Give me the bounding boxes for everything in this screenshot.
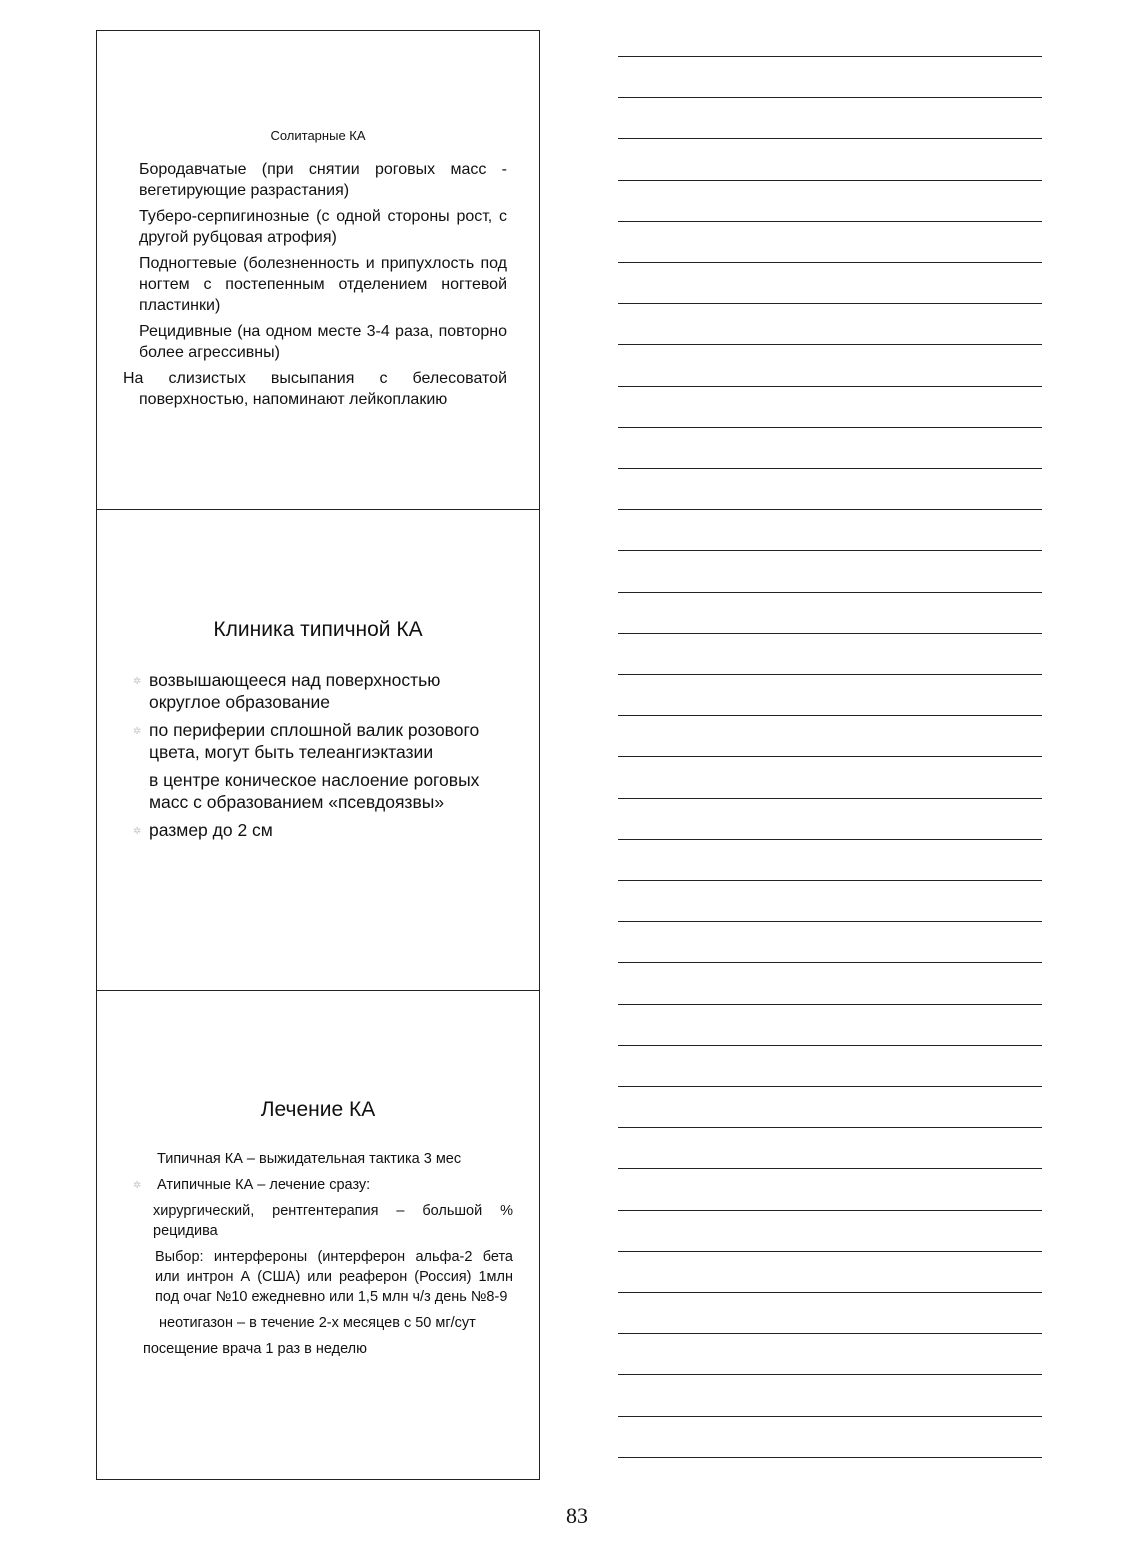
note-line: [618, 303, 1042, 304]
note-line: [618, 344, 1042, 345]
note-line: [618, 880, 1042, 881]
slide-typical-ka-clinic: [96, 509, 540, 991]
slide-item-list: [133, 669, 509, 847]
bullet-icon: ✲: [133, 826, 142, 837]
note-line: [618, 1086, 1042, 1087]
note-line: [618, 756, 1042, 757]
note-line: [618, 592, 1042, 593]
slide-ka-treatment: [96, 990, 540, 1480]
list-item: [133, 719, 509, 763]
list-item: Подногтевые (болезненность и припухлость под ногтем с постепенным отделением ногтевой пластинки): [139, 255, 507, 314]
note-line: [618, 468, 1042, 469]
list-item-text: размер до 2 см: [149, 820, 273, 840]
note-line: [618, 1374, 1042, 1375]
page-number: 83: [566, 1503, 588, 1528]
note-line: [618, 839, 1042, 840]
note-line: [618, 180, 1042, 181]
list-item-text: возвышающееся над поверхностью округлое образование: [149, 670, 441, 712]
note-line: [618, 633, 1042, 634]
list-item: хирургический, рентгентерапия – большой % рецидива: [153, 1203, 513, 1239]
note-line: [618, 97, 1042, 98]
note-line: [618, 138, 1042, 139]
bullet-icon: ✲: [133, 676, 142, 687]
note-line: [618, 1416, 1042, 1417]
note-line: [618, 1292, 1042, 1293]
note-line: [618, 550, 1042, 551]
slide-solitary-ka: [96, 30, 540, 510]
list-item: неотигазон – в течение 2-х месяцев с 50 мг/сут: [159, 1315, 476, 1331]
note-line: [618, 1127, 1042, 1128]
note-line: [618, 798, 1042, 799]
list-item: Бородавчатые (при снятии роговых масс - вегетирующие разрастания): [139, 161, 507, 199]
list-item: Рецидивные (на одном месте 3-4 раза, повторно более агрессивны): [139, 323, 507, 361]
note-line: [618, 674, 1042, 675]
list-item: Туберо-серпигинозные (с одной стороны рост, с другой рубцовая атрофия): [139, 208, 507, 246]
bullet-icon: ✲: [133, 726, 142, 737]
slide-title: Лечение КА: [260, 1098, 376, 1121]
note-line: [618, 921, 1042, 922]
note-line: [618, 56, 1042, 57]
slide-title: Клиника типичной КА: [213, 618, 423, 641]
note-line: [618, 509, 1042, 510]
list-item-text: Типичная КА – выжидательная тактика 3 мес: [157, 1151, 462, 1167]
list-item: [133, 1175, 513, 1195]
note-line: [618, 427, 1042, 428]
list-item: Выбор: интерфероны (интерферон альфа-2 бета или интрон А (США) или реаферон (Россия) 1млн под очаг №10 ежедневно или 1,5 млн ч/з день №8-9: [155, 1249, 513, 1305]
note-line: [618, 1210, 1042, 1211]
list-item: [133, 819, 509, 841]
slide-item-list: [123, 159, 507, 415]
note-line: [618, 1333, 1042, 1334]
note-line: [618, 1168, 1042, 1169]
bullet-icon: ✲: [133, 1180, 142, 1191]
list-item-text: в центре коническое наслоение роговых масс с образованием «псевдоязвы»: [149, 770, 480, 812]
list-item: посещение врача 1 раз в неделю: [143, 1341, 368, 1357]
slide-title: Солитарные КА: [270, 128, 366, 143]
note-line: [618, 1045, 1042, 1046]
note-line: [618, 262, 1042, 263]
note-line: [618, 962, 1042, 963]
slide-item-list: [133, 1149, 513, 1365]
list-item-text: по периферии сплошной валик розового цвета, могут быть телеангиэктазии: [149, 720, 480, 762]
list-item: На слизистых высыпания с белесоватой поверхностью, напоминают лейкоплакию: [123, 370, 507, 408]
note-line: [618, 715, 1042, 716]
list-item: [133, 669, 509, 713]
note-line: [618, 386, 1042, 387]
list-item: [149, 769, 509, 813]
note-line: [618, 1251, 1042, 1252]
notes-ruled-lines: [618, 0, 1042, 1566]
list-item-text: Атипичные КА – лечение сразу:: [157, 1177, 371, 1193]
note-line: [618, 1457, 1042, 1458]
list-item: [147, 1149, 513, 1169]
note-line: [618, 1004, 1042, 1005]
note-line: [618, 221, 1042, 222]
